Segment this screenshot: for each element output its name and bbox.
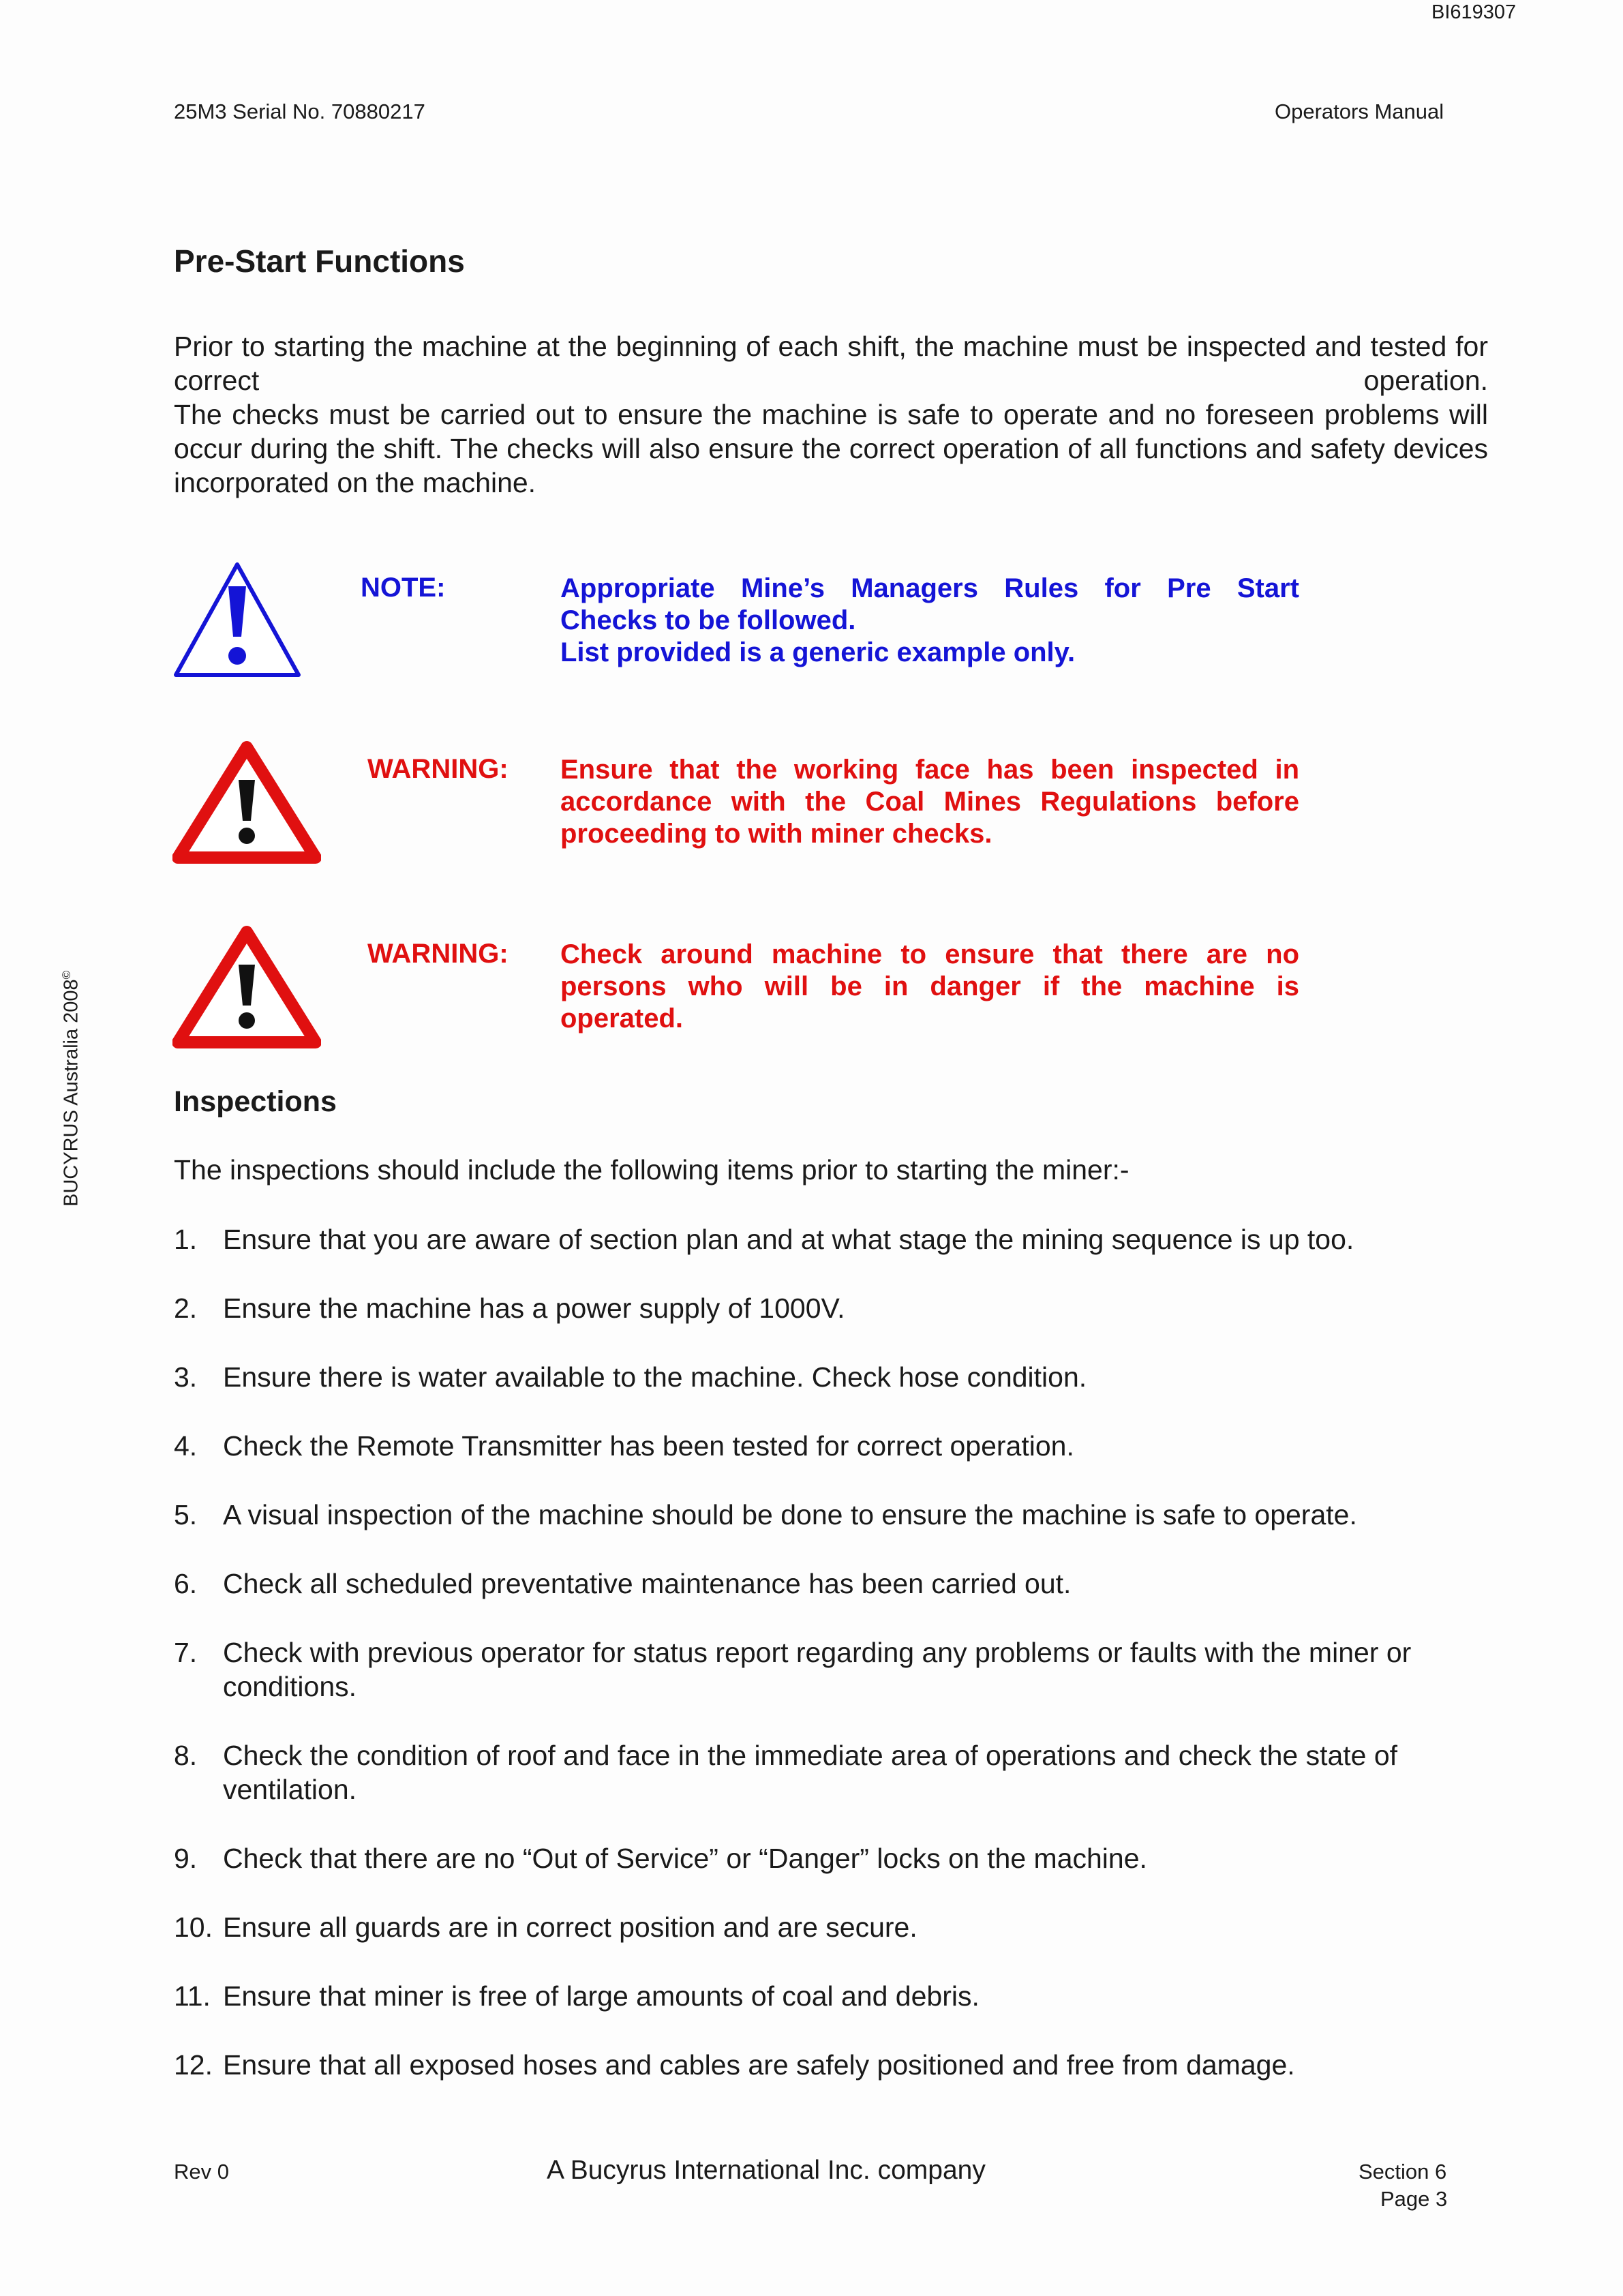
item-number: 8. [174, 1740, 198, 1771]
item-number: 12. [174, 2049, 213, 2081]
note-label: NOTE: [361, 573, 446, 603]
item-number: 7. [174, 1637, 198, 1668]
list-item [174, 2048, 1488, 2082]
list-item [174, 1291, 1488, 1325]
item-text: Check that there are no “Out of Service” or “Danger” locks on the machine. [223, 1843, 1147, 1874]
header-serial: 25M3 Serial No. 70880217 [174, 100, 425, 123]
footer-revision: Rev 0 [174, 2160, 229, 2184]
item-text: Ensure there is water available to the machine. Check hose condition. [223, 1361, 1087, 1393]
side-copyright-text: BUCYRUS Australia 2008 [60, 979, 82, 1207]
item-text: Ensure the machine has a power supply of 1000V. [223, 1293, 845, 1324]
warning-1-line-2: accordance with the Coal Mines Regulations before [560, 787, 1299, 817]
warning-1-line-1: Ensure that the working face has been inspected in [560, 755, 1299, 785]
list-item [174, 1429, 1488, 1463]
note-line-1: Appropriate Mine’s Managers Rules for Pre Start [560, 573, 1299, 603]
item-number: 10. [174, 1912, 213, 1943]
side-copyright [60, 971, 83, 1207]
warning-1-line-3: proceeding to with miner checks. [560, 819, 992, 849]
warning-triangle-icon [172, 925, 321, 1049]
note-line-2: Checks to be followed. [560, 605, 856, 635]
item-number: 6. [174, 1568, 198, 1599]
copyright-mark: © [60, 970, 73, 980]
list-item [174, 1360, 1488, 1394]
intro-paragraph-2: The checks must be carried out to ensure the machine is safe to operate and no foreseen problems will occur during the shift. The checks will also ensure the correct operation of all functions and safety devices incorporated on the machine. [174, 399, 1488, 498]
warning-label-2: WARNING: [367, 939, 509, 969]
note-line-3: List provided is a generic example only. [560, 637, 1076, 667]
item-text: A visual inspection of the machine should be done to ensure the machine is safe to operate. [223, 1499, 1357, 1530]
inspections-heading: Inspections [174, 1085, 337, 1118]
warning-label-1: WARNING: [367, 754, 509, 784]
list-item [174, 1222, 1488, 1256]
list-item [174, 1979, 1488, 2013]
footer-page-number: Page 3 [1380, 2187, 1448, 2211]
intro-paragraph-1: Prior to starting the machine at the beginning of each shift, the machine must be inspected and tested for correct operation. [174, 331, 1488, 396]
item-text: Ensure that miner is free of large amounts of coal and debris. [223, 1980, 980, 2012]
inspection-list [174, 1222, 1488, 2082]
item-number: 4. [174, 1430, 198, 1462]
item-number: 11. [174, 1980, 211, 2012]
list-item [174, 1738, 1488, 1807]
warning-message-2 [560, 939, 1299, 1035]
item-text: Check the Remote Transmitter has been tested for correct operation. [223, 1430, 1074, 1462]
warning-2-line-3: operated. [560, 1003, 684, 1033]
warning-2-line-1: Check around machine to ensure that there are no [560, 939, 1299, 969]
header-manual-title: Operators Manual [1275, 100, 1444, 123]
item-number: 3. [174, 1361, 198, 1393]
list-item [174, 1635, 1488, 1704]
warning-2-line-2: persons who will be in danger if the machine is [560, 971, 1299, 1001]
item-number: 5. [174, 1499, 198, 1530]
footer-company: A Bucyrus International Inc. company [547, 2156, 986, 2185]
item-text: Ensure all guards are in correct position and are secure. [223, 1912, 917, 1943]
item-text: Ensure that all exposed hoses and cables are safely positioned and free from damage. [223, 2049, 1295, 2081]
item-text: Check all scheduled preventative maintenance has been carried out. [223, 1568, 1072, 1599]
inspections-lead: The inspections should include the following items prior to starting the miner:- [174, 1154, 1129, 1185]
document-id: BI619307 [1431, 1, 1517, 23]
item-number: 9. [174, 1843, 198, 1874]
item-text: Check with previous operator for status report regarding any problems or faults with the miner or conditions. [223, 1637, 1412, 1702]
warning-triangle-icon [172, 740, 321, 864]
intro-text [174, 329, 1488, 500]
list-item [174, 1567, 1488, 1601]
caution-exclamation-icon [172, 560, 302, 680]
list-item [174, 1910, 1488, 1944]
item-text: Ensure that you are aware of section plan and at what stage the mining sequence is up too. [223, 1224, 1354, 1255]
item-number: 1. [174, 1224, 198, 1255]
warning-message-1 [560, 754, 1299, 850]
note-message [560, 573, 1299, 669]
list-item [174, 1498, 1488, 1532]
footer-section: Section 6 [1359, 2160, 1447, 2184]
list-item [174, 1841, 1488, 1875]
item-text: Check the condition of roof and face in the immediate area of operations and check the state of ventilation. [223, 1740, 1398, 1805]
item-number: 2. [174, 1293, 198, 1324]
page-title: Pre-Start Functions [174, 243, 465, 279]
